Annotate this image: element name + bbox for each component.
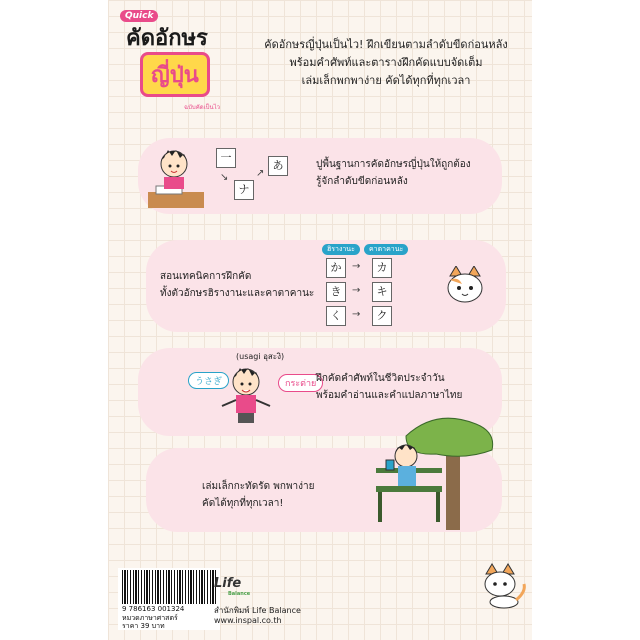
student-waving-illustration bbox=[218, 364, 274, 426]
card-kana bbox=[146, 240, 506, 332]
card-vocab-text: ฝึกคัดคำศัพท์ในชีวิตประจำวัน พร้อมคำอ่านและคำแปลภาษาไทย bbox=[316, 373, 463, 401]
katakana-ki: キ bbox=[372, 282, 392, 302]
arrow-icon: → bbox=[352, 285, 361, 296]
stroke-char-2: ナ bbox=[234, 180, 254, 200]
book-price: ราคา 39 บาท bbox=[122, 622, 165, 630]
vocab-word-th: กระต่าย bbox=[278, 374, 323, 392]
arrow-icon: ↘ bbox=[220, 172, 229, 183]
logo-title-badge bbox=[140, 52, 210, 97]
hiragana-ku: く bbox=[326, 306, 346, 326]
arrow-icon: → bbox=[352, 309, 361, 320]
book-category: หมวดภาษาศาสตร์ bbox=[122, 614, 178, 622]
arrow-icon: ↗ bbox=[256, 168, 265, 179]
publisher-url: www.inspal.co.th bbox=[214, 616, 282, 625]
publisher-name: สำนักพิมพ์ Life Balance bbox=[214, 606, 301, 615]
vocab-word-jp: うさぎ bbox=[188, 372, 229, 389]
stroke-char-1: 一 bbox=[216, 148, 236, 168]
intro-text bbox=[248, 36, 524, 90]
vocab-reading: (usagi อุสะงิ) bbox=[236, 352, 285, 361]
intro-line: พร้อมคำศัพท์และตารางฝึกคัดแบบจัดเต็ม bbox=[289, 56, 483, 69]
logo-title-line2: ญี่ปุ่น bbox=[151, 63, 199, 88]
stroke-char-3: あ bbox=[268, 156, 288, 176]
card-kana-text: สอนเทคนิคการฝึกคัด ทั้งตัวอักษรฮิรางานะและคาตาคานะ bbox=[160, 271, 315, 299]
label-katakana: คาตาคานะ bbox=[364, 244, 408, 255]
arrow-icon: → bbox=[352, 261, 361, 272]
publisher-logo: Life bbox=[214, 576, 242, 591]
label-hiragana: ฮิรางานะ bbox=[322, 244, 360, 255]
logo-subtitle: ฉบับคัดเป็นไว bbox=[184, 104, 220, 111]
publisher-logo-sub: Balance bbox=[228, 591, 251, 597]
tree-bench-illustration bbox=[356, 416, 496, 532]
katakana-ku: ク bbox=[372, 306, 392, 326]
card-portable bbox=[146, 448, 502, 532]
logo-quick-badge: Quick bbox=[120, 10, 158, 22]
book-logo bbox=[120, 8, 230, 111]
card-portable-text: เล่มเล็กกะทัดรัด พกพาง่าย คัดได้ทุกที่ทุกเวลา! bbox=[202, 481, 315, 509]
intro-line: เล่มเล็กพกพาง่าย คัดได้ทุกที่ทุกเวลา bbox=[301, 74, 471, 87]
logo-title-line1: คัดอักษร bbox=[126, 26, 208, 51]
running-cat-illustration bbox=[476, 562, 528, 612]
card-stroke-order bbox=[138, 138, 502, 214]
hiragana-ki: き bbox=[326, 282, 346, 302]
barcode-number: 9 786163 001324 bbox=[122, 605, 185, 613]
cat-illustration bbox=[442, 266, 488, 306]
hiragana-ka: か bbox=[326, 258, 346, 278]
barcode bbox=[118, 568, 220, 630]
barcode-bars bbox=[122, 570, 216, 604]
student-writing-illustration bbox=[146, 142, 206, 212]
katakana-ka: カ bbox=[372, 258, 392, 278]
card-stroke-order-text: ปูพื้นฐานการคัดอักษรญี่ปุ่นให้ถูกต้อง รู้จักลำดับขีดก่อนหลัง bbox=[316, 159, 471, 187]
book-back-cover bbox=[108, 0, 532, 640]
intro-line: คัดอักษรญี่ปุ่นเป็นไว! ฝึกเขียนตามลำดับขีดก่อนหลัง bbox=[264, 38, 508, 51]
